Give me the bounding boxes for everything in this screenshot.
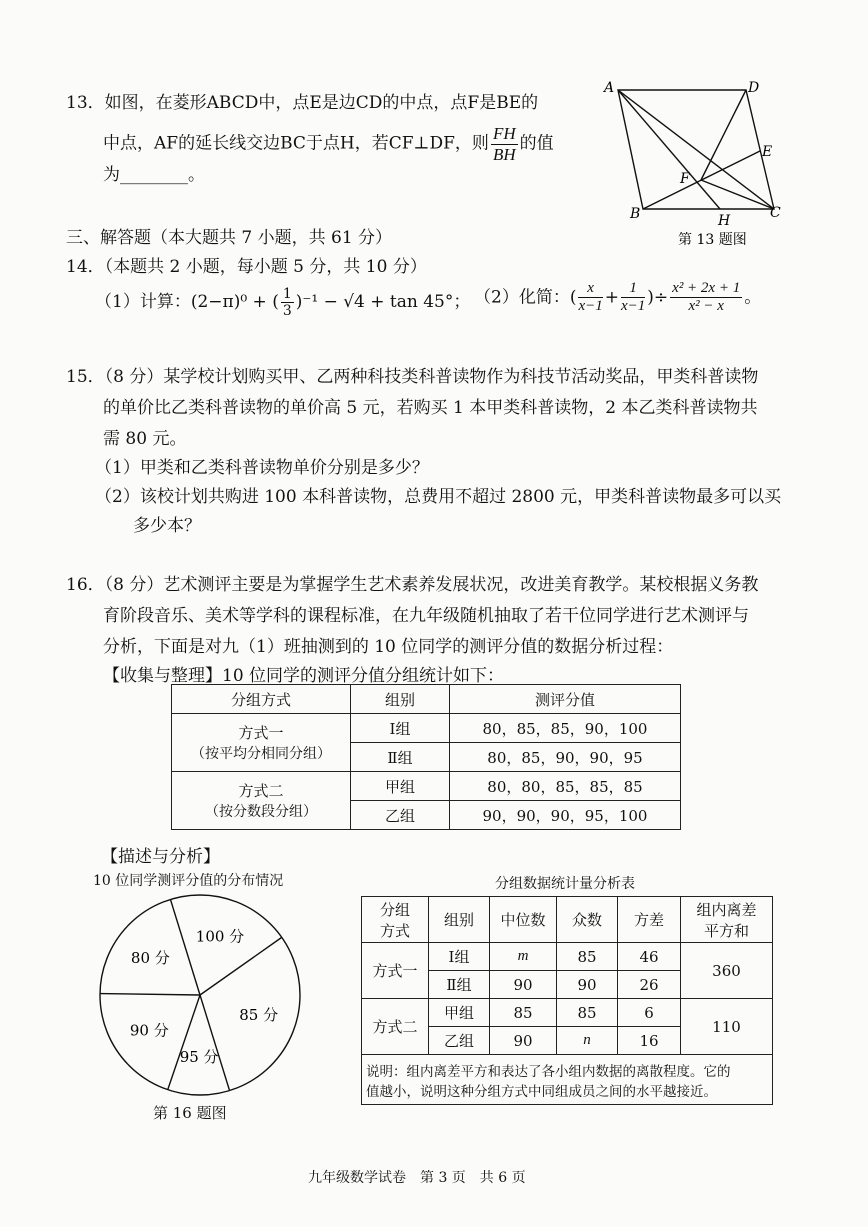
t2-mode: 90 [557, 971, 618, 999]
t2-variance: 6 [618, 999, 681, 1027]
pie-slice-edge [100, 994, 200, 995]
q16-line1: 16．（8 分）艺术测评主要是为掌握学生艺术素养发展状况，改进美育教学。某校根据义务教 [66, 575, 759, 595]
t2-mode: 85 [557, 943, 618, 971]
pie-caption: 第 16 题图 [153, 1104, 227, 1122]
label-c: C [770, 205, 781, 221]
t2-header-ss: 组内离差 平方和 [681, 897, 773, 943]
pie-slice-edge [200, 995, 230, 1091]
label-f: F [680, 171, 690, 187]
label-e: E [762, 144, 773, 160]
t1-values: 80，85，90，90，95 [450, 743, 681, 772]
t2-mode: 85 [557, 999, 618, 1027]
t2-median: m [490, 943, 557, 971]
score-group-table [171, 684, 681, 830]
pie-slice-edge [170, 899, 200, 995]
t2-median: 90 [490, 1027, 557, 1055]
q13-line3: 为________。 [103, 165, 205, 185]
q15-sub2b: 多少本？ [133, 516, 201, 536]
t1-values: 90，90，90，95，100 [450, 801, 681, 830]
pie-slice-label: 90 分 [129, 1021, 169, 1040]
stats-table [361, 896, 773, 1105]
segment-cf [701, 180, 774, 209]
t2-ss-2: 110 [681, 999, 773, 1055]
q15-sub1: （1）甲类和乙类科普读物单价分别是多少？ [95, 458, 429, 478]
t2-median: 85 [490, 999, 557, 1027]
pie-slice-label: 85 分 [239, 1005, 279, 1024]
t2-mode: n [557, 1027, 618, 1055]
t2-group: 甲组 [429, 999, 490, 1027]
segment-ah [618, 90, 720, 209]
q13-line2: 中点，AF的延长线交边BC于点H，若CF⊥DF，则 $\frac{FH}{BH}$ 的值 [103, 124, 554, 164]
label-d: D [748, 80, 760, 96]
q14-part2: （2）化简：( $\frac{x}{x-1}$ + $\frac{1}{x-1}$ )÷ $\frac{\text{x² + 2x + 1}}{\text{x² − x}}$ 。 [474, 280, 762, 315]
t2-group: Ⅱ组 [429, 971, 490, 999]
t2-variance: 26 [618, 971, 681, 999]
q15-line1: 15．（8 分）某学校计划购买甲、乙两种科技类科普读物作为科技节活动奖品，甲类科普读物 [66, 367, 759, 387]
q15-line2: 的单价比乙类科普读物的单价高 5 元，若购买 1 本甲类科普读物，2 本乙类科普读物共 [103, 398, 758, 418]
t2-header-method: 分组 方式 [362, 897, 429, 943]
t2-ss-1: 360 [681, 943, 773, 999]
t2-variance: 16 [618, 1027, 681, 1055]
t1-group: 甲组 [351, 772, 450, 801]
t1-group: 乙组 [351, 801, 450, 830]
pie-slice-label: 95 分 [179, 1047, 219, 1066]
t2-header-group: 组别 [429, 897, 490, 943]
stats-table-title: 分组数据统计量分析表 [495, 876, 635, 892]
q15-line3: 需 80 元。 [103, 429, 187, 449]
t2-variance: 46 [618, 943, 681, 971]
t2-header-variance: 方差 [618, 897, 681, 943]
q15-sub2: （2）该校计划共购进 100 本科普读物，总费用不超过 2800 元，甲类科普读物最多可以买 [95, 487, 782, 507]
t2-method-2: 方式二 [362, 999, 429, 1055]
t1-method-1: 方式一 （按平均分相同分组） [172, 714, 351, 772]
t1-group: Ⅱ组 [351, 743, 450, 772]
label-b: B [630, 206, 641, 222]
t1-header-values: 测评分值 [450, 685, 681, 714]
t2-median: 90 [490, 971, 557, 999]
q13-line1: 13．如图，在菱形ABCD中，点E是边CD的中点，点F是BE的 [66, 93, 539, 113]
label-h: H [718, 213, 731, 229]
t2-header-mode: 众数 [557, 897, 618, 943]
pie-chart [95, 890, 305, 1100]
t2-group: 乙组 [429, 1027, 490, 1055]
t1-values: 80，80，85，85，85 [450, 772, 681, 801]
q16-collect: 【收集与整理】10 位同学的测评分值分组统计如下： [103, 666, 505, 686]
q16-line2: 育阶段音乐、美术等学科的课程标准，在九年级随机抽取了若干位同学进行艺术测评与 [103, 606, 749, 626]
pie-slice-edge [168, 995, 200, 1090]
q16-describe: 【描述与分析】 [101, 847, 220, 867]
page-footer: 九年级数学试卷 第 3 页 共 6 页 [308, 1170, 526, 1186]
t2-note: 说明：组内离差平方和表达了各小组内数据的离散程度。它的 值越小，说明这种分组方式中同组成员之间的水平越接近。 [362, 1055, 773, 1105]
q14-header: 14．（本题共 2 小题，每小题 5 分，共 10 分） [66, 257, 427, 277]
t1-group: Ⅰ组 [351, 714, 450, 743]
t1-header-method: 分组方式 [172, 685, 351, 714]
t2-method-1: 方式一 [362, 943, 429, 999]
pie-slice-label: 80 分 [130, 948, 170, 967]
q13-figure [600, 78, 800, 253]
q14-part1: （1）计算：(2−π)⁰ + ( $\frac{1}{3}$ )⁻¹ − √4 + tan 45°； [95, 286, 471, 320]
segment-df [701, 90, 746, 180]
t1-values: 80，85，85，90，100 [450, 714, 681, 743]
t2-group: Ⅰ组 [429, 943, 490, 971]
label-a: A [604, 80, 615, 96]
section-title: 三、解答题（本大题共 7 小题，共 61 分） [66, 228, 393, 248]
pie-slice-edge [200, 937, 282, 995]
q16-line3: 分析，下面是对九（1）班抽测到的 10 位同学的测评分值的数据分析过程： [103, 637, 674, 657]
t1-method-2: 方式二 （按分数段分组） [172, 772, 351, 830]
t2-header-median: 中位数 [490, 897, 557, 943]
pie-slice-label: 100 分 [195, 927, 245, 946]
t1-header-group: 组别 [351, 685, 450, 714]
q13-caption: 第 13 题图 [678, 232, 747, 248]
pie-title: 10 位同学测评分值的分布情况 [93, 873, 284, 889]
